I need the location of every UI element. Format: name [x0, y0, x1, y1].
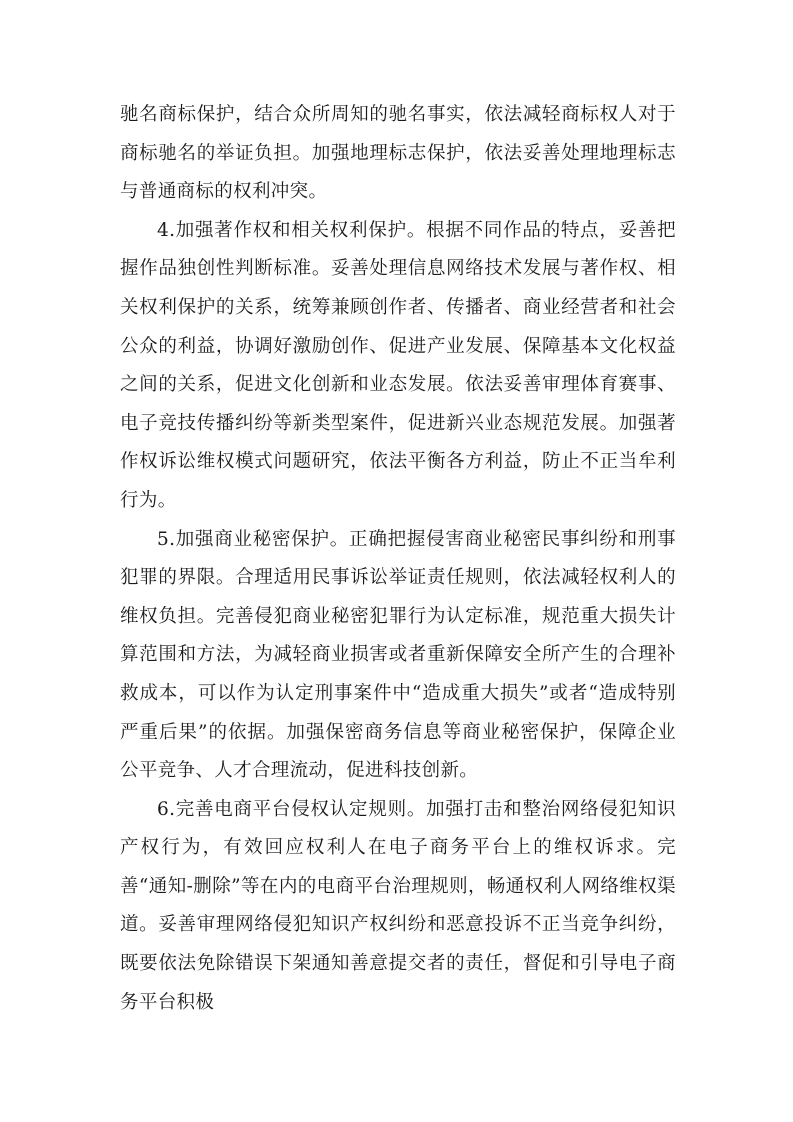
paragraph-trade-secret-protection: 5.加强商业秘密保护。正确把握侵害商业秘密民事纠纷和刑事犯罪的界限。合理适用民事诉讼举证责任规则，依法减轻权利人的维权负担。完善侵犯商业秘密犯罪行为认定标准，规范重大损失计算范围和方法，为减轻商业损害或者重新保障安全所产生的合理补救成本，可以作为认定刑事案件中“造成重大损失”或者“造成特别严重后果”的依据。加强保密商务信息等商业秘密保护，保障企业公平竞争、人才合理流动，促进科技创新。 — [120, 528, 676, 782]
paragraph-copyright-protection: 4.加强著作权和相关权利保护。根据不同作品的特点，妥善把握作品独创性判断标准。妥善处理信息网络技术发展与著作权、相关权利保护的关系，统筹兼顾创作者、传播者、商业经营者和社会公众的利益，协调好激励创作、促进产业发展、保障基本文化权益之间的关系，促进文化创新和业态发展。依法妥善审理体育赛事、电子竞技传播纠纷等新类型案件，促进新兴业态规范发展。加强著作权诉讼维权模式问题研究，依法平衡各方利益，防止不正当牟利行为。 — [120, 219, 676, 511]
paragraph-ecommerce-rules: 6.完善电商平台侵权认定规则。加强打击和整治网络侵犯知识产权行为，有效回应权利人在电子商务平台上的维权诉求。完善“通知-删除”等在内的电商平台治理规则，畅通权利人网络维权渠道。妥善审理网络侵犯知识产权纠纷和恶意投诉不正当竞争纠纷，既要依法免除错误下架通知善意提交者的责任，督促和引导电子商务平台积极 — [120, 798, 676, 1013]
document-body — [120, 96, 676, 1022]
paragraph-continued: 驰名商标保护，结合众所周知的驰名事实，依法减轻商标权人对于商标驰名的举证负担。加强地理标志保护，依法妥善处理地理标志与普通商标的权利冲突。 — [120, 104, 676, 203]
